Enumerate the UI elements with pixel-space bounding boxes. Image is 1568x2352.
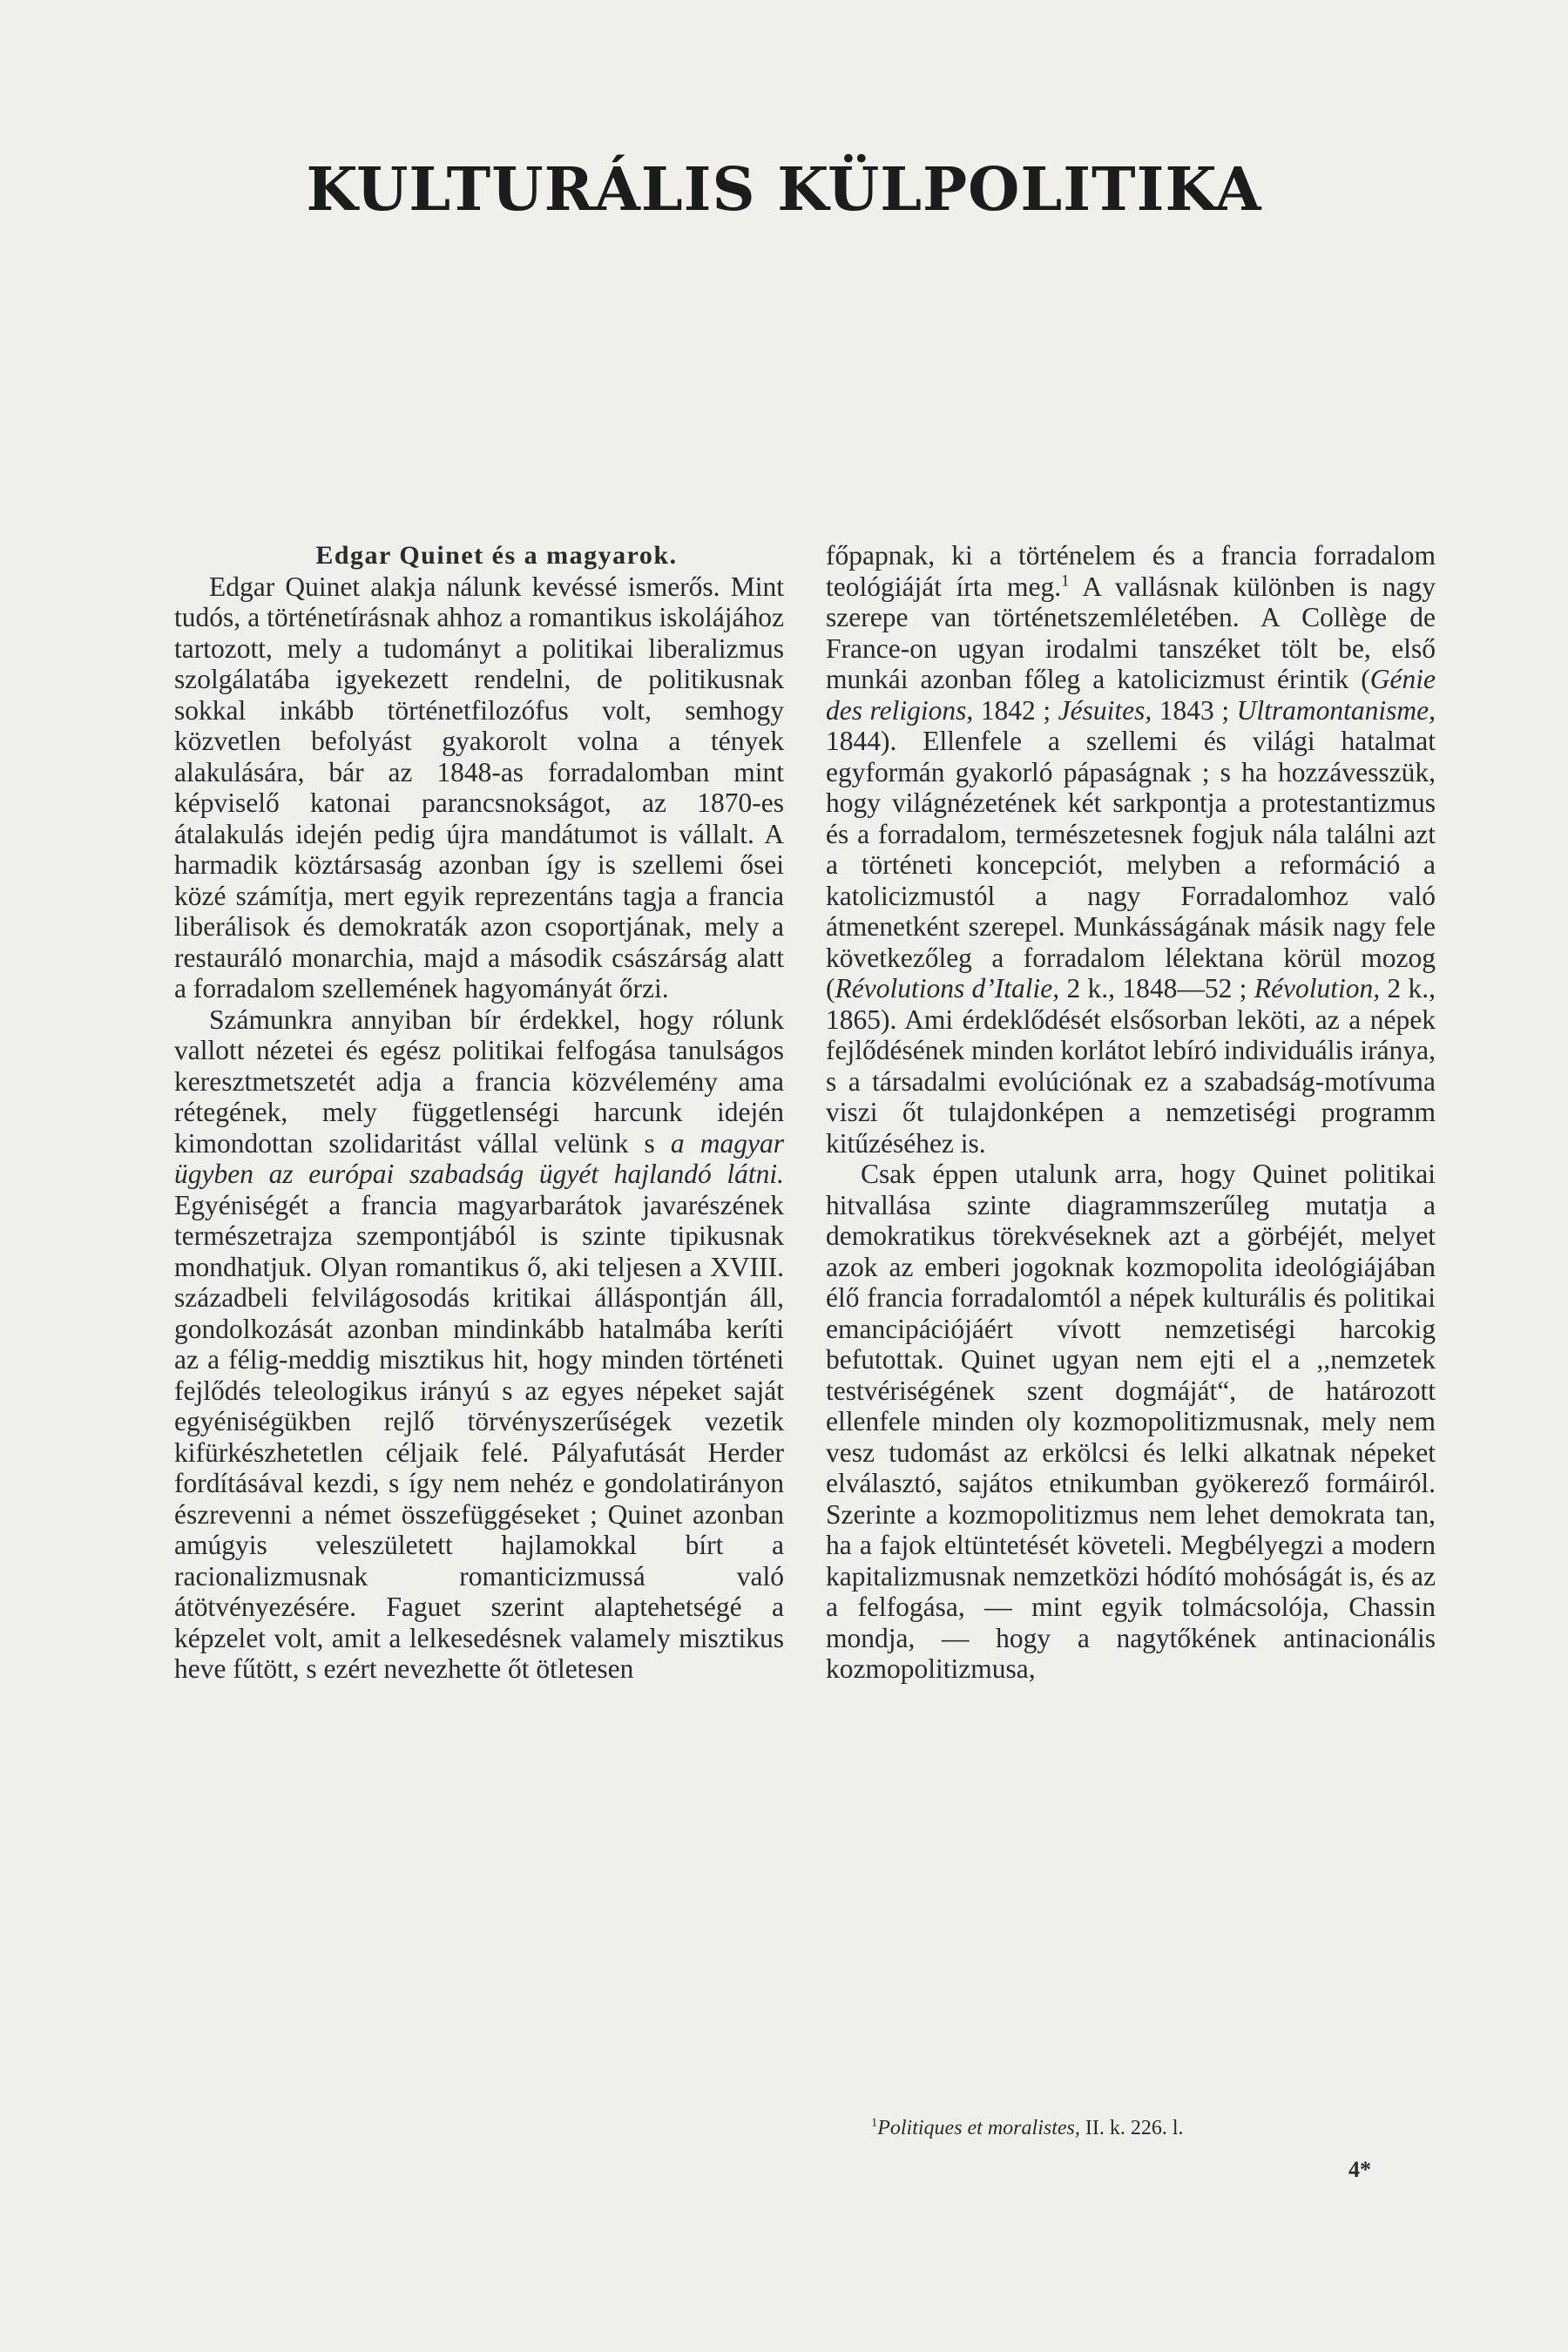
- paragraph: [826, 540, 1436, 1159]
- text-run: Egyéniségét a francia magyarbarátok javarészének természetrajza szempontjából is szinte tipikusnak mondhatjuk. Olyan romantikus ő, aki teljesen a XVIII. századbeli felvilágosodás kritikai álláspontján áll, gondolkozását azonban mindinkább hatalmába keríti az a félig-meddig misztikus hit, hogy minden történeti fejlődés teleologikus irányú s az egyes népeket saját egyéniségükben rejlő törvényszerűségek vezetik kifürkészhetetlen céljaik felé. Pályafutását Herder fordításával kezdi, s így nem nehéz e gondolatirányon észrevenni a német összefüggéseket ; Quinet azonban amúgyis veleszületett hajlamokkal bírt a racionalizmusnak romanticizmussá való átötvényezésére. Faguet szerint alaptehetségé a képzelet volt, amit a lelkesedésnek valamely misztikus heve fűtött, s ezért nevezhette őt ötletesen: [174, 1189, 784, 1684]
- text-run: 2 k., 1865). Ami érdeklődését elsősorban leköti, az a népek fejlődésének minden korlátot lebíró individuális iránya, s a társadalmi evolúciónak ez a szabadság-motívuma viszi őt tulajdonképen a nemzetiségi programm kitűzéséhez is.: [826, 973, 1436, 1159]
- paragraph: Edgar Quinet alakja nálunk kevéssé ismerős. Mint tudós, a történetírásnak ahhoz a romantikus iskolájához tartozott, mely a tudományt a politikai liberalizmus szolgálatába igyekezett rendelni, de politikusnak sokkal inkább történetfilozófus volt, semhogy közvetlen befolyást gyakorolt volna a tények alakulására, bár az 1848-as forradalomban mint képviselő katonai parancsnokságot, az 1870-es átalakulás idején pedig újra mandátumot is vállalt. A harmadik köztársaság azonban így is szellemi ősei közé számítja, mert egyik reprezentáns tagja a francia liberálisok és demokraták azon csoportjának, mely a restauráló monarchia, majd a második császárság alatt a forradalom szellemének hagyományát őrzi.: [174, 571, 784, 1004]
- footnote: [871, 2117, 1429, 2140]
- italic-text: Jésuites,: [1058, 694, 1152, 726]
- left-column: [174, 540, 784, 1685]
- page-number: 4*: [1348, 2157, 1371, 2182]
- text-run: Számunkra annyiban bír érdekkel, hogy rólunk vallott nézetei és egész politikai felfogása tanulságos keresztmetszetét adja a francia közvélemény ama rétegének, mely függetlenségi harcunk idején kimondottan szolidaritást vállal velünk s: [174, 1004, 784, 1159]
- footnote-marker: 1: [871, 2116, 878, 2130]
- page-title: KULTURÁLIS KÜLPOLITIKA: [306, 155, 1262, 225]
- italic-text: Ultramontanisme,: [1236, 694, 1436, 726]
- paragraph: [174, 1004, 784, 1685]
- italic-text: a magyar ügyben az európai szabadság ügyét hajlandó látni.: [174, 1127, 784, 1189]
- italic-text: Politiques et moralistes,: [877, 2117, 1080, 2139]
- paragraph: Csak éppen utalunk arra, hogy Quinet politikai hitvallása szinte diagrammszerűleg mutatja a demokratikus törekvéseknek azt a görbéjét, melyet azok az emberi jogoknak kozmopolita ideológiájában élő francia forradalomtól a népek kulturális és politikai emancipációjáért vívott nemzetiségi harcokig befutottak. Quinet ugyan nem ejti el a ,,nemzetek testvériségének szent dogmáját“, de határozott ellenfele minden oly kozmopolitizmusnak, mely nem vesz tudomást az erkölcsi és lelki alkatnak népeket elválasztó, sajátos etnikumban gyökerező formáiról. Szerinte a kozmopolitizmus nem lehet demokrata tan, ha a fajok eltüntetését követeli. Megbélyegzi a modern kapitalizmusnak nemzetközi hódító mohóságát is, és az a felfogása, — mint egyik tolmácsolója, Chassin mondja, — hogy a nagytőkének antinacionális kozmopolitizmusa,: [826, 1159, 1436, 1684]
- section-heading: Edgar Quinet és a magyarok.: [315, 541, 678, 570]
- text-run: A vallásnak különben is nagy szerepe van történetszemléletében. A Collège de France-on ugyan irodalmi tanszéket tölt be, első munkái azonban főleg a katolicizmust érintik (: [826, 571, 1436, 694]
- text-run: II. k. 226. l.: [1079, 2117, 1184, 2139]
- text-run: 1842 ;: [973, 694, 1058, 726]
- italic-text: Révolution,: [1254, 973, 1381, 1004]
- right-column: [826, 540, 1436, 1685]
- footnote-reference: 1: [1061, 571, 1070, 590]
- italic-text: Génie des religions,: [826, 664, 1436, 726]
- text-run: 1844). Ellenfele a szellemi és világi hatalmat egyformán gyakorló pápaságnak ; s ha hozzávesszük, hogy világnézetének két sarkpontja a protestantizmus és a forradalom, természetesnek fogjuk nála találni azt a történeti koncepciót, melyben a reformáció a katolicizmustól a nagy Forradalomhoz való átmenetként szerepel. Munkásságának másik nagy fele következőleg a forradalom lélektana körül mozog (: [826, 726, 1436, 1004]
- text-run: főpapnak, ki a történelem és a francia forradalom teológiáját írta meg.: [826, 540, 1436, 602]
- italic-text: Révolutions d’Italie,: [835, 973, 1060, 1004]
- text-run: 1843 ;: [1152, 694, 1237, 726]
- text-run: 2 k., 1848—52 ;: [1059, 973, 1254, 1004]
